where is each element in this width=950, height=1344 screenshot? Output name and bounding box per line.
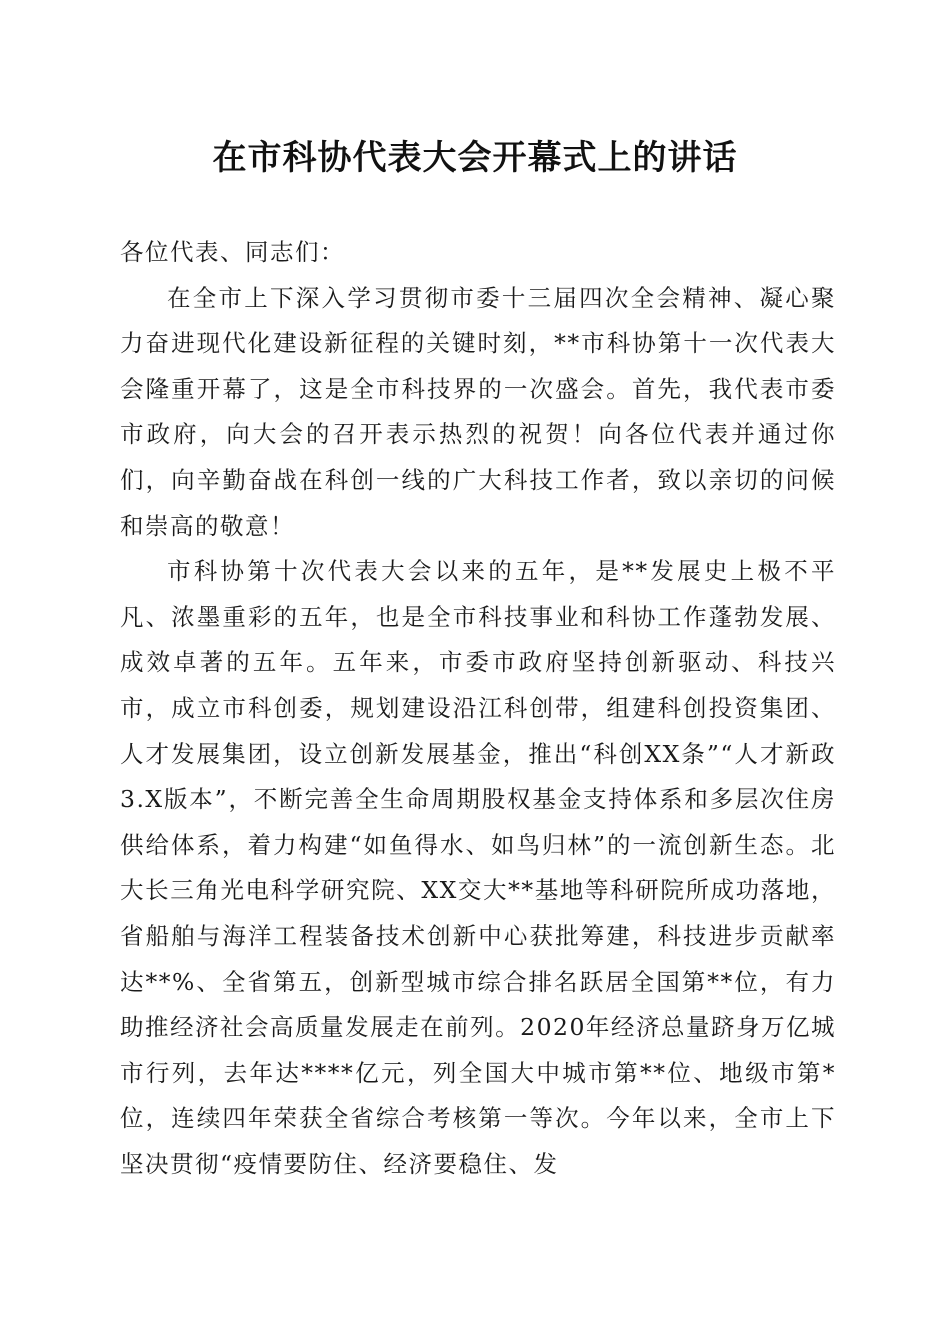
document-body: [120, 230, 836, 1187]
paragraph-opening: 在全市上下深入学习贯彻市委十三届四次全会精神、凝心聚力奋进现代化建设新征程的关键时刻，**市科协第十一次代表大会隆重开幕了，这是全市科技界的一次盛会。首先，我代表市委市政府，向大会的召开表示热烈的祝贺！向各位代表并通过你们，向辛勤奋战在科创一线的广大科技工作者，致以亲切的问候和崇高的敬意！: [120, 283, 836, 540]
paragraph-achievements: 市科协第十次代表大会以来的五年，是**发展史上极不平凡、浓墨重彩的五年，也是全市科技事业和科协工作蓬勃发展、成效卓著的五年。五年来，市委市政府坚持创新驱动、科技兴市，成立市科创委，规划建设沿江科创带，组建科创投资集团、人才发展集团，设立创新发展基金，推出“科创XX条”“人才新政3.X版本”，不断完善全生命周期股权基金支持体系和多层次住房供给体系，着力构建“如鱼得水、如鸟归林”的一流创新生态。北大长三角光电科学研究院、XX交大**基地等科研院所成功落地，省船舶与海洋工程装备技术创新中心获批筹建，科技进步贡献率达**%、全省第五，创新型城市综合排名跃居全国第**位，有力助推经济社会高质量发展走在前列。2020年经济总量跻身万亿城市行列，去年达****亿元，列全国大中城市第**位、地级市第*位，连续四年荣获全省综合考核第一等次。今年以来，全市上下坚决贯彻“疫情要防住、经济要稳住、发: [120, 557, 836, 1178]
page-title: 在市科协代表大会开幕式上的讲话: [212, 138, 738, 178]
salutation: 各位代表、同志们：: [120, 238, 345, 266]
